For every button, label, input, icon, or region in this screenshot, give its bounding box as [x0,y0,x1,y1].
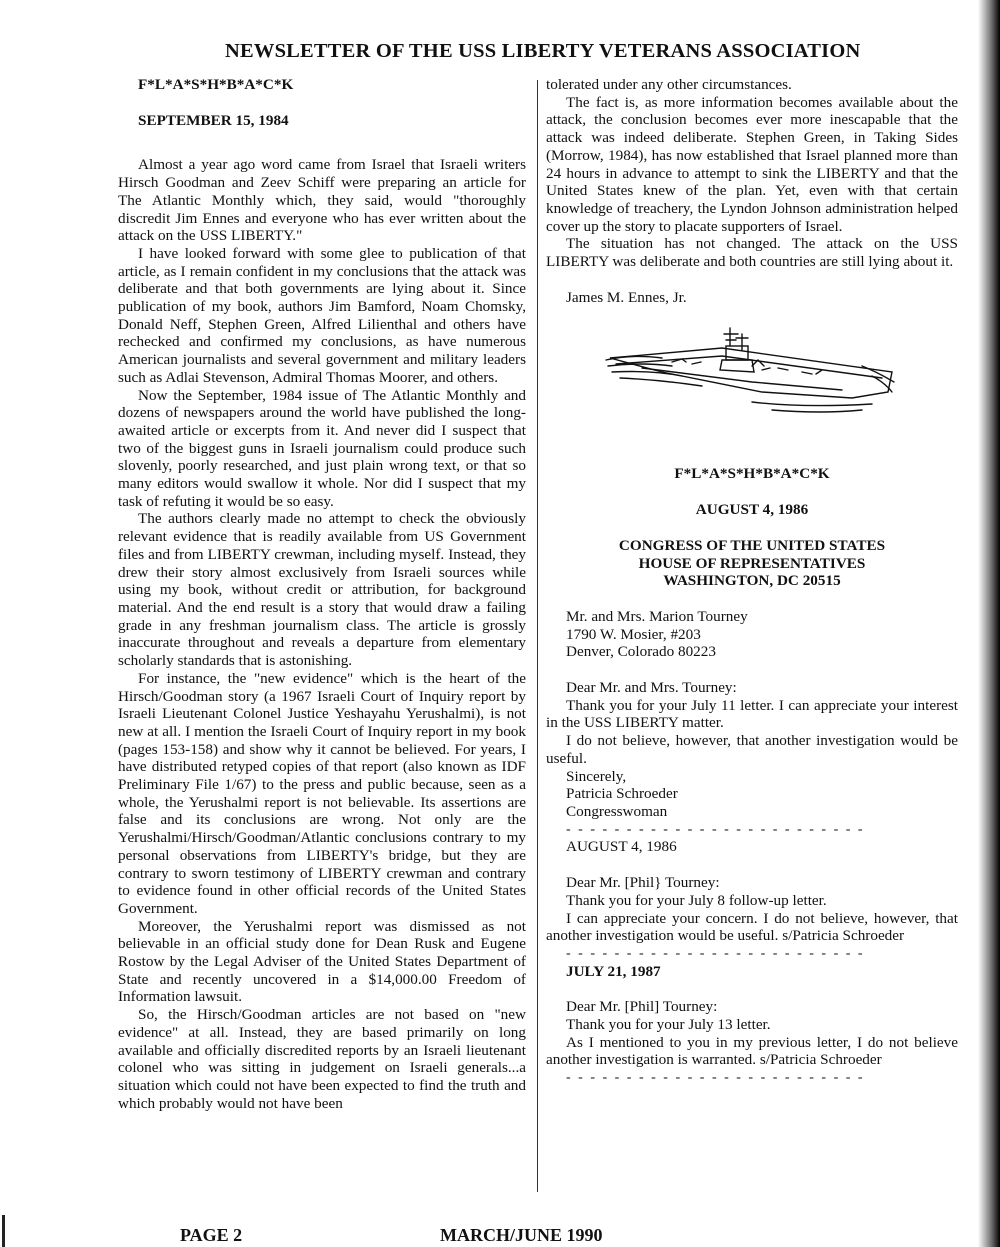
author-signature: James M. Ennes, Jr. [566,288,687,306]
letter-body: Thank you for your July 13 letter. [566,1016,771,1034]
address-line: 1790 W. Mosier, #203 [566,625,701,643]
left-column [118,76,526,1112]
article-paragraph: For instance, the "new evidence" which is the heart of the Hirsch/Goodman story (a 1967 Israeli Court of Inquiry report by Israeli Lieutenant Colonel Justice Yeshayahu Yerushalmi), is not new at all. I mention the Israeli Court of Inquiry report in my book (pages 153-158) and show why it cannot be believed. For years, I have distributed retyped copies of that report (also known as IDF Preliminary File 1/67) to the press and public because, seen as a whole, the Yerushalmi report is not believable. Its assertions are false and its conclusions are wrong. Not only are the Yerushalmi/Hirsch/Goodman/Atlantic conclusions contrary to my personal observations from LIBERTY's bridge, but they are contrary to sworn testimony of LIBERTY crewman and contrary to evidence found in other official records of the United States Government. [118,669,526,917]
letter-closing: Sincerely, [566,767,627,785]
address-line: Denver, Colorado 80223 [566,643,716,661]
flashback-heading: F*L*A*S*H*B*A*C*K [138,76,294,93]
letterhead-line: CONGRESS OF THE UNITED STATES [618,536,886,554]
article-continuation: tolerated under any other circumstances. [546,76,792,93]
letter-signatory-title: Congresswoman [566,802,668,820]
letter-body: Thank you for your July 11 letter. I can appreciate your interest in the USS LIBERTY matter. [546,696,958,732]
right-column [546,76,958,1087]
article-paragraph: The situation has not changed. The attack on the USS LIBERTY was deliberate and both countries are still lying about it. [546,235,958,271]
newsletter-masthead: NEWSLETTER OF THE USS LIBERTY VETERANS ASSOCIATION [225,40,861,62]
letter-salutation: Dear Mr. [Phil} Tourney: [566,874,720,892]
letter-date: AUGUST 4, 1986 [695,501,809,519]
letter-body: I can appreciate your concern. I do not believe, however, that another investigation would be useful. s/Patricia Schroeder [546,909,958,945]
ship-illustration [602,320,902,420]
address-line: Mr. and Mrs. Marion Tourney [566,607,748,625]
scan-mark [2,1215,5,1247]
letter-date: JULY 21, 1987 [566,962,661,980]
article-paragraph: Now the September, 1984 issue of The Atlantic Monthly and dozens of newspapers around the world have published the long-awaited article or excerpts from it. And never did I suspect that two of the biggest guns in Israeli journalism could produce such slovenly, poorly researched, and just plain wrong text, or that so many editors would swallow it whole. Nor did I suspect that my task of refuting it would be so easy. [118,386,526,510]
column-divider [537,80,538,1192]
dashed-separator: - - - - - - - - - - - - - - - - - - - - - - - - - [566,821,865,837]
letter-signatory: Patricia Schroeder [566,785,678,803]
flashback-heading: F*L*A*S*H*B*A*C*K [674,465,830,483]
letter-body: I do not believe, however, that another investigation would be useful. [546,732,958,767]
dashed-separator: - - - - - - - - - - - - - - - - - - - - - - - - - [566,945,865,961]
article-paragraph: The authors clearly made no attempt to check the obviously relevant evidence that is readily available from US Government files and from LIBERTY crewman, including myself. Instead, they drew their story almost exclusively from Israeli sources while using my book, without credit or attribution, for background material. And the end result is a story that would draw a failing grade in any freshman journalism class. The article is grossly inaccurate throughout and reveals a departure from elementary scholarly standards that is astonishing. [118,510,526,670]
page-number: PAGE 2 [180,1225,243,1245]
letter-body: Thank you for your July 8 follow-up letter. [566,891,827,909]
letterhead-line: WASHINGTON, DC 20515 [663,572,841,590]
letter-salutation: Dear Mr. and Mrs. Tourney: [566,679,737,697]
scan-shadow-edge [978,0,1000,1247]
article-paragraph: I have looked forward with some glee to publication of that article, as I remain confident in my conclusions that the attack was deliberate and that both governments are lying about it. Since publication of my book, authors Jim Bamford, Noam Chomsky, Donald Neff, Stephen Green, Alfred Lilienthal and others have rechecked and confirmed my conclusions, as have numerous American journalists and several government and military leaders such as Adlai Stevenson, Admiral Thomas Moorer, and others. [118,244,526,386]
article-paragraph: Moreover, the Yerushalmi report was dismissed as not believable in an official study done for Dean Rusk and Eugene Rostow by the Legal Adviser of the United States Department of State and recently uncovered in a $14,000.00 Freedom of Information lawsuit. [118,917,526,1006]
issue-date: MARCH/JUNE 1990 [440,1225,603,1245]
article-date: SEPTEMBER 15, 1984 [138,111,289,129]
letter-date: AUGUST 4, 1986 [566,838,677,856]
letter-salutation: Dear Mr. [Phil] Tourney: [566,998,718,1016]
article-paragraph: The fact is, as more information becomes available about the attack, the conclusion becomes ever more inescapable that the attack was indeed deliberate. Stephen Green, in Taking Sides (Morrow, 1984), has now established that Israel planned more than 24 hours in advance to attempt to sink the LIBERTY and that the United States knew of the plan. Yet, even with that certain knowledge of treachery, the Lyndon Johnson administration helped cover up the story to placate supporters of Israel. [546,93,958,235]
dashed-separator: - - - - - - - - - - - - - - - - - - - - - - - - - [566,1070,865,1086]
article-paragraph: Almost a year ago word came from Israel that Israeli writers Hirsch Goodman and Zeev Schiff were preparing an article for The Atlantic Monthly which, they said, would "thoroughly discredit Jim Ennes and everyone who has ever written about the attack on the USS LIBERTY." [118,156,526,245]
letterhead-line: HOUSE OF REPRESENTATIVES [638,554,866,572]
letter-body: As I mentioned to you in my previous letter, I do not believe another investigation is warranted. s/Patricia Schroeder [546,1033,958,1069]
article-paragraph: So, the Hirsch/Goodman articles are not based on "new evidence" at all. Instead, they are based primarily on long available and officially discredited reports by an Israeli lieutenant colonel who was sitting in judgement on Israeli generals...a situation which could not have been expected to find the truth and which probably would not have been [118,1006,526,1112]
